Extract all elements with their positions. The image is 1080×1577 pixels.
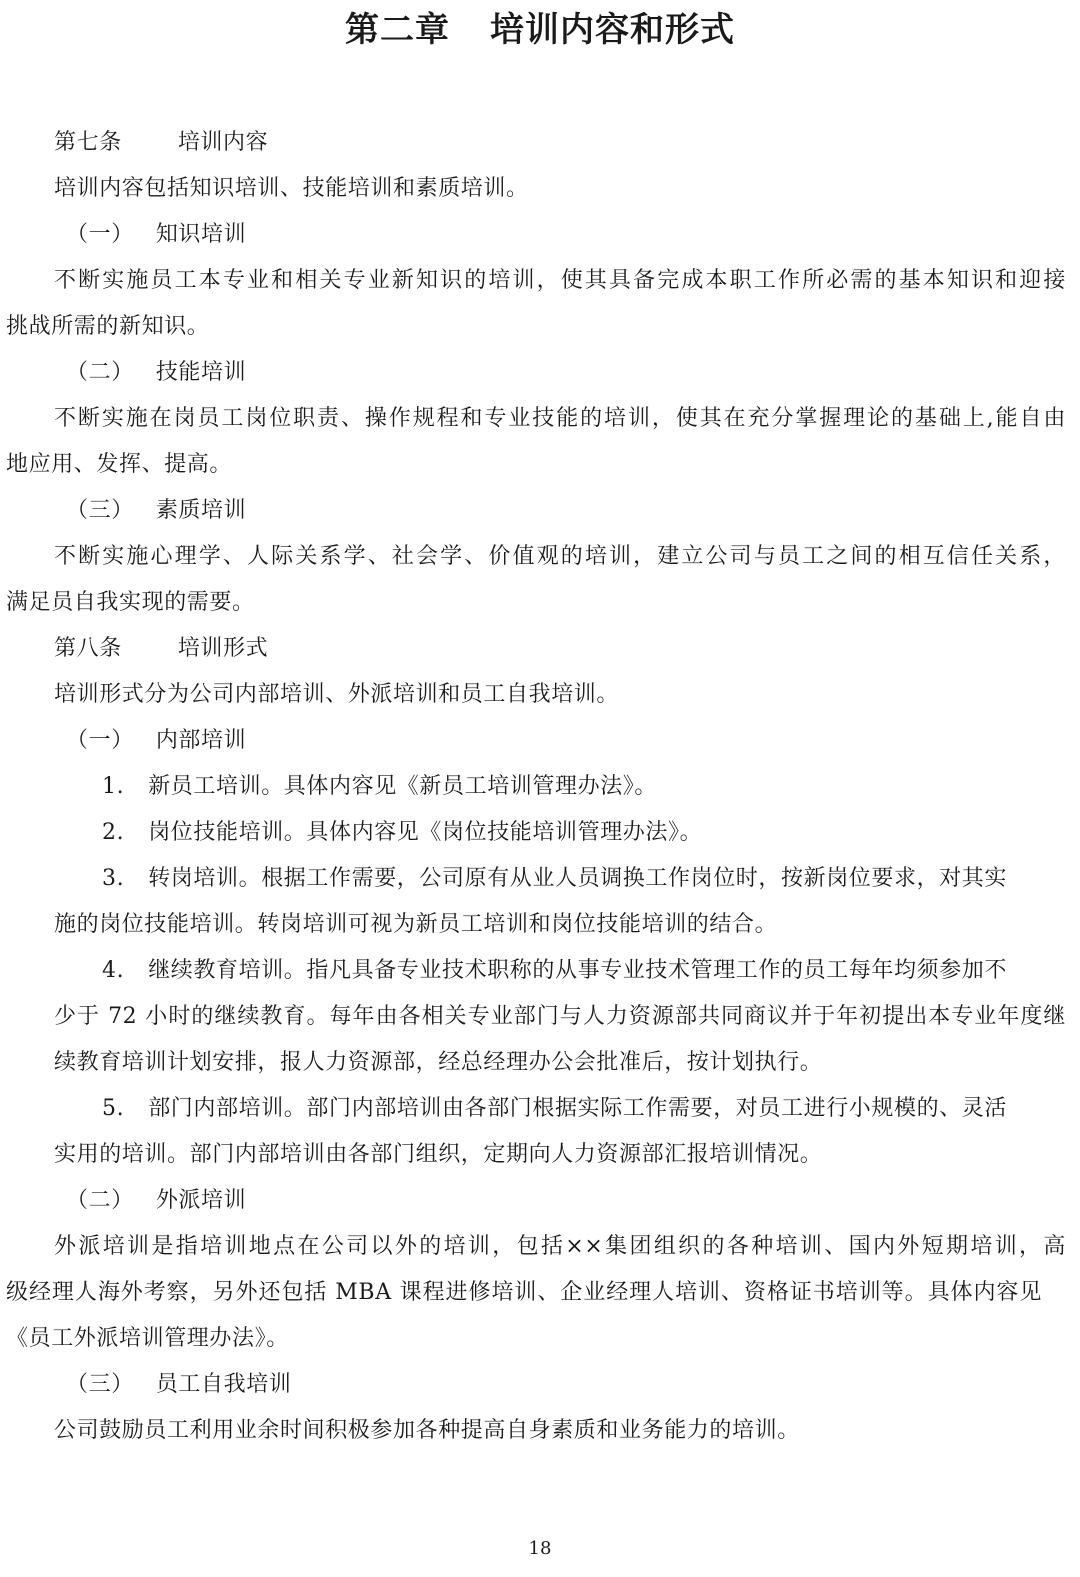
paragraph-line: 外派培训是指培训地点在公司以外的培训，包括××集团组织的各种培训、国内外短期培训，高 bbox=[54, 1234, 1066, 1259]
item-text: 继续教育培训。指凡具备专业技术职称的从事专业技术管理工作的员工每年均须参加不 bbox=[148, 958, 1008, 983]
chapter-label: 第二章 bbox=[345, 10, 450, 50]
section-heading-external bbox=[66, 1184, 1080, 1218]
article-label: 第七条 bbox=[54, 130, 122, 155]
item-number: 4. bbox=[102, 958, 125, 983]
section-number: （二） bbox=[66, 360, 134, 385]
section-number: （二） bbox=[66, 1188, 134, 1213]
section-number: （三） bbox=[66, 498, 134, 523]
article-8-intro: 培训形式分为公司内部培训、外派培训和员工自我培训。 bbox=[54, 682, 620, 707]
list-item bbox=[102, 1092, 1080, 1126]
paragraph-line: 不断实施在岗员工岗位职责、操作规程和专业技能的培训，使其在充分掌握理论的基础上,能自由 bbox=[54, 406, 1066, 431]
paragraph-line: 满足员自我实现的需要。 bbox=[6, 590, 255, 615]
section-heading-internal bbox=[66, 724, 1080, 758]
section-heading-knowledge bbox=[66, 218, 1080, 252]
paragraph-line: 公司鼓励员工利用业余时间积极参加各种提高自身素质和业务能力的培训。 bbox=[54, 1418, 800, 1443]
item-text: 岗位技能培训。具体内容见《岗位技能培训管理办法》。 bbox=[148, 820, 703, 845]
section-heading-quality bbox=[66, 494, 1080, 528]
article-title: 培训内容 bbox=[177, 130, 269, 155]
section-number: （一） bbox=[66, 728, 134, 753]
item-text: 转岗培训。根据工作需要，公司原有从业人员调换工作岗位时，按新岗位要求，对其实 bbox=[148, 866, 1008, 891]
item-text: 部门内部培训。部门内部培训由各部门根据实际工作需要，对员工进行小规模的、灵活 bbox=[148, 1096, 1008, 1121]
paragraph-line: 实用的培训。部门内部培训由各部门组织，定期向人力资源部汇报培训情况。 bbox=[54, 1142, 823, 1167]
section-title: 素质培训 bbox=[155, 498, 247, 523]
item-number: 3. bbox=[102, 866, 125, 891]
item-number: 1. bbox=[102, 774, 125, 799]
item-number: 5. bbox=[102, 1096, 125, 1121]
item-text: 新员工培训。具体内容见《新员工培训管理办法》。 bbox=[148, 774, 658, 799]
section-title: 外派培训 bbox=[155, 1188, 247, 1213]
list-item bbox=[102, 816, 1080, 850]
section-heading-skills bbox=[66, 356, 1080, 390]
paragraph-line: 续教育培训计划安排，报人力资源部，经总经理办公会批准后，按计划执行。 bbox=[54, 1050, 823, 1075]
article-title: 培训形式 bbox=[177, 636, 269, 661]
section-title: 技能培训 bbox=[155, 360, 247, 385]
section-title: 知识培训 bbox=[155, 222, 247, 247]
article-7-intro: 培训内容包括知识培训、技能培训和素质培训。 bbox=[54, 176, 529, 201]
list-item bbox=[102, 770, 1080, 804]
paragraph-line: 少于 72 小时的继续教育。每年由各相关专业部门与人力资源部共同商议并于年初提出本专业年度继 bbox=[54, 1004, 1066, 1029]
chapter-title bbox=[0, 2, 1080, 51]
section-title: 员工自我培训 bbox=[155, 1372, 292, 1397]
paragraph-line: 地应用、发挥、提高。 bbox=[6, 452, 233, 477]
paragraph-line: 级经理人海外考察，另外还包括 MBA 课程进修培训、企业经理人培训、资格证书培训等。具体内容见 bbox=[6, 1280, 1042, 1305]
article-7-heading bbox=[54, 126, 1080, 160]
section-number: （三） bbox=[66, 1372, 134, 1397]
item-number: 2. bbox=[102, 820, 125, 845]
article-8-heading bbox=[54, 632, 1080, 666]
article-label: 第八条 bbox=[54, 636, 122, 661]
list-item bbox=[102, 862, 1066, 896]
paragraph-line: 不断实施心理学、人际关系学、社会学、价值观的培训，建立公司与员工之间的相互信任关系， bbox=[54, 544, 1066, 569]
list-item bbox=[102, 954, 1080, 988]
paragraph-line: 《员工外派培训管理办法》。 bbox=[6, 1326, 289, 1351]
paragraph-line: 不断实施员工本专业和相关专业新知识的培训，使其具备完成本职工作所必需的基本知识和迎接 bbox=[54, 268, 1066, 293]
section-number: （一） bbox=[66, 222, 134, 247]
paragraph-line: 施的岗位技能培训。转岗培训可视为新员工培训和岗位技能培训的结合。 bbox=[54, 912, 778, 937]
section-heading-self bbox=[66, 1368, 1080, 1402]
paragraph-line: 挑战所需的新知识。 bbox=[6, 314, 210, 339]
page-number: 18 bbox=[528, 1538, 552, 1559]
section-title: 内部培训 bbox=[155, 728, 247, 753]
chapter-name: 培训内容和形式 bbox=[490, 10, 735, 50]
